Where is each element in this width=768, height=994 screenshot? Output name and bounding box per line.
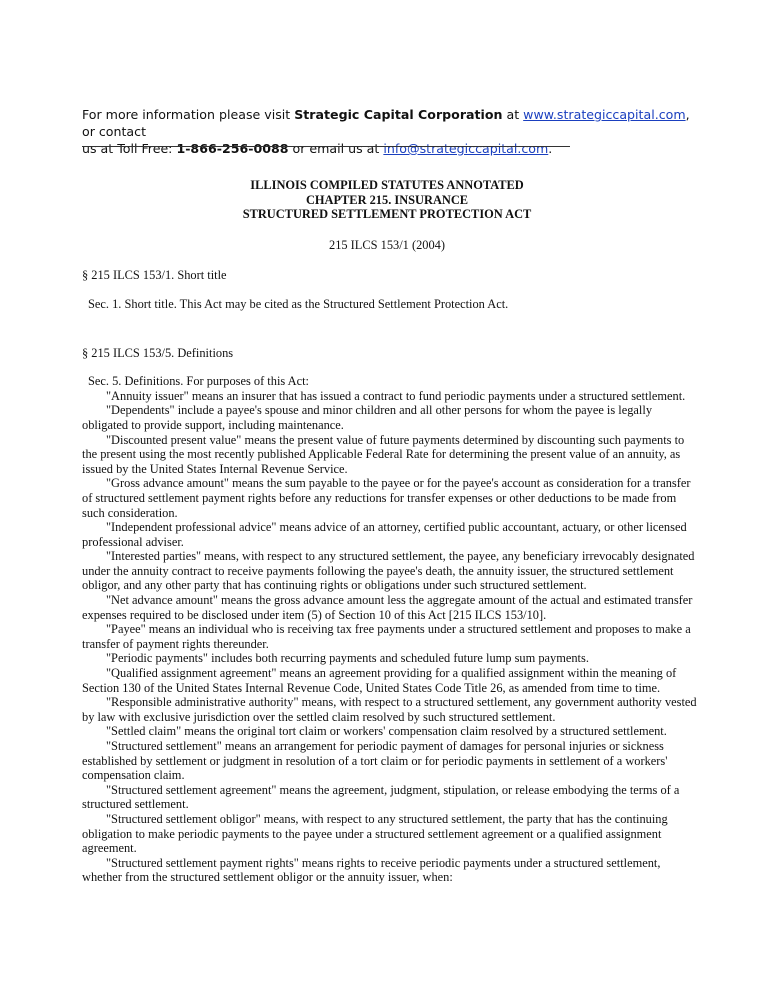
header-text: , or contact	[82, 107, 690, 139]
definition-item: "Annuity issuer" means an insurer that has issued a contract to fund periodic payments under a structured settlement.	[106, 388, 686, 403]
definition-item: "Payee" means an individual who is receiving tax free payments under a structured settlement and proposes to make a transfer of payment rights thereunder.	[82, 622, 691, 651]
spacer	[82, 312, 698, 330]
definition-item: "Qualified assignment agreement" means an agreement providing for a qualified assignment within the meaning of Section 130 of the United States Internal Revenue Code, United States Code Title 26, as amended from time to time.	[82, 666, 677, 695]
definition-item: "Structured settlement obligor" means, with respect to any structured settlement, the party that has the continuing obligation to make periodic payments to the payee under a structured settlement agreement or a qualified assignment agreement.	[82, 811, 668, 856]
statute-citation: 215 ILCS 153/1 (2004)	[329, 237, 445, 252]
definition-item: "Interested parties" means, with respect to any structured settlement, the payee, any beneficiary irrevocably designated under the annuity contract to receive payments following the payee's death, the annuity issuer, the structured settlement obligor, and any other party that has continuing rights or obligations under such structured settlement.	[82, 549, 695, 593]
definition-item: "Independent professional advice" means advice of an attorney, certified public accountant, actuary, or other licensed professional adviser.	[82, 520, 687, 549]
header-text: .	[548, 141, 553, 156]
title-line-1: ILLINOIS COMPILED STATUTES ANNOTATED	[250, 178, 524, 192]
header-divider	[82, 146, 570, 147]
header-text: us at Toll Free:	[82, 141, 177, 156]
statute-body	[82, 178, 698, 885]
section-1-heading: § 215 ILCS 153/1. Short title	[82, 268, 227, 283]
section-1-text: Sec. 1. Short title. This Act may be cited as the Structured Settlement Protection Act.	[88, 296, 509, 311]
definition-item: "Settled claim" means the original tort claim or workers' compensation claim resolved by a structured settlement.	[106, 724, 667, 739]
definition-item: "Dependents" include a payee's spouse and minor children and all other persons for whom the payee is legally obligated to provide support, including maintenance.	[82, 403, 653, 432]
email-link[interactable]: info@strategiccapital.com	[383, 141, 549, 156]
definition-item: "Gross advance amount" means the sum payable to the payee or for the payee's account as consideration for a transfer of structured settlement payment rights before any reductions for transfer expenses or other deductions to be made from such consideration.	[82, 476, 691, 520]
phone-number: 1-866-256-0088	[176, 141, 289, 156]
section-5-heading: § 215 ILCS 153/5. Definitions	[82, 345, 234, 360]
definition-item: "Periodic payments" includes both recurring payments and scheduled future lump sum payments.	[106, 651, 589, 666]
definition-item: "Structured settlement agreement" means the agreement, judgment, stipulation, or release embodying the terms of a structured settlement.	[82, 782, 680, 812]
website-link[interactable]: www.strategiccapital.com	[523, 107, 686, 122]
section-5-intro: Sec. 5. Definitions. For purposes of this Act:	[88, 374, 309, 389]
header-text: For more information please visit	[82, 107, 295, 122]
definitions-list	[82, 389, 698, 885]
definition-item: "Structured settlement payment rights" means rights to receive periodic payments under a structured settlement, whether from the structured settlement obligor or the annuity issuer, when:	[82, 855, 661, 885]
definition-item: "Discounted present value" means the present value of future payments determined by discounting such payments to the present using the most recently published Applicable Federal Rate for determining the present value of an annuity, as issued by the United States Internal Revenue Service.	[82, 432, 685, 476]
definition-item: "Structured settlement" means an arrangement for periodic payment of damages for personal injuries or sickness established by settlement or judgment in resolution of a tort claim or for periodic payments in settlement of a workers' compensation claim.	[82, 739, 668, 783]
statute-title	[162, 178, 612, 222]
company-name: Strategic Capital Corporation	[294, 107, 503, 122]
title-line-2: CHAPTER 215. INSURANCE	[305, 192, 469, 207]
definition-item: "Responsible administrative authority" means, with respect to a structured settlement, any government authority vested by law with exclusive jurisdiction over the settled claim resolved by such structured settlement.	[82, 695, 697, 724]
definition-item: "Net advance amount" means the gross advance amount less the aggregate amount of the actual and estimated transfer expenses required to be disclosed under item (5) of Section 10 of this Act [215 ILCS 153/10].	[82, 593, 693, 622]
title-line-3: STRUCTURED SETTLEMENT PROTECTION ACT	[242, 207, 532, 222]
contact-header	[82, 106, 698, 157]
header-text: or email us at	[288, 141, 384, 156]
header-text: at	[502, 107, 524, 122]
